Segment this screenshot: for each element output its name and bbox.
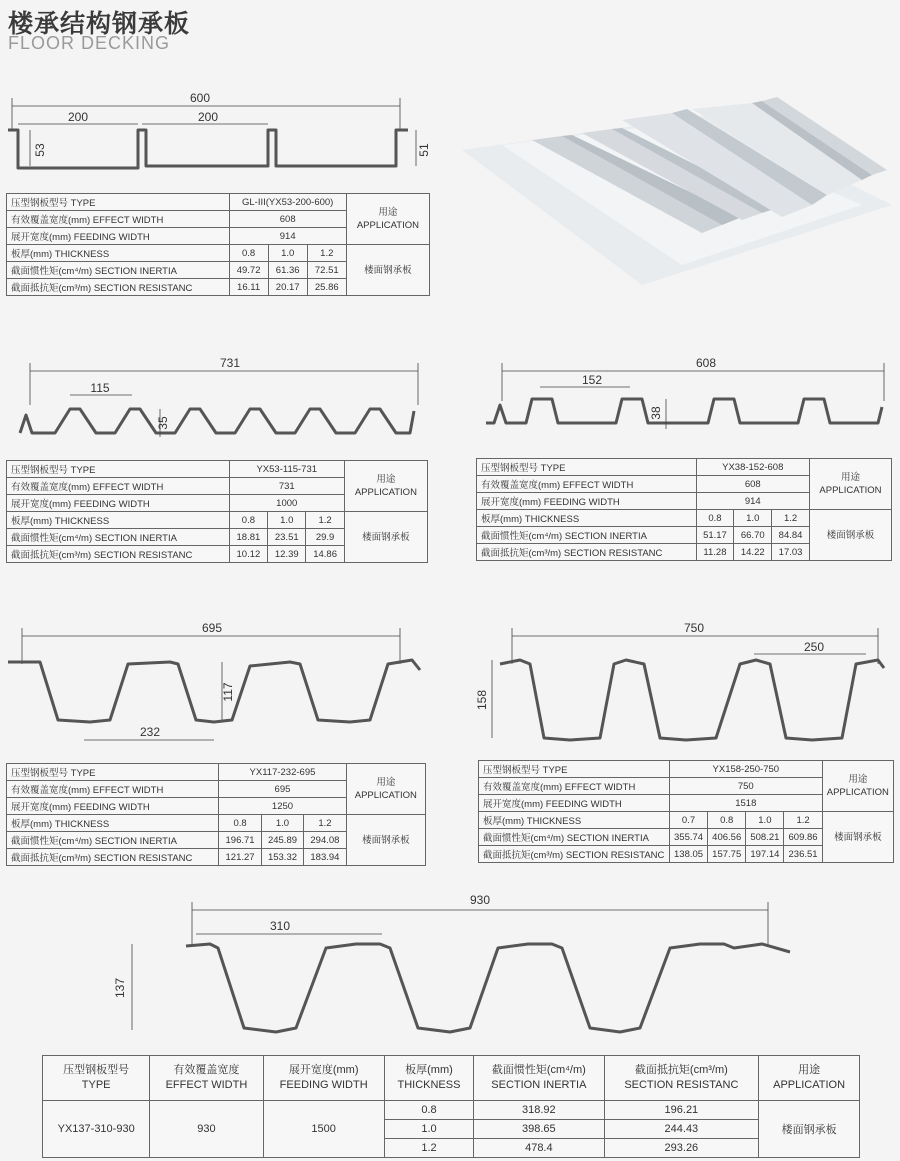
table-cell: 236.51 (784, 846, 822, 863)
application-header: 用途 APPLICATION (346, 194, 429, 245)
table-cell: 14.22 (734, 544, 772, 561)
table-cell: 0.8 (708, 812, 746, 829)
table-cell: 196.71 (219, 832, 261, 849)
spec-table-yx53 (6, 460, 428, 563)
table-cell: 有效覆盖宽度 EFFECT WIDTH (150, 1056, 263, 1101)
dimension-label: 250 (803, 640, 825, 654)
table-cell: 244.43 (604, 1120, 759, 1139)
table-cell: 有效覆盖宽度(mm) EFFECT WIDTH (7, 478, 230, 495)
table-cell: 1.2 (384, 1139, 473, 1158)
dimension-label: 152 (581, 373, 603, 387)
dimension-label: 731 (219, 356, 241, 370)
profile-drawing-yx137 (100, 890, 820, 1040)
table-cell: 有效覆盖宽度(mm) EFFECT WIDTH (479, 778, 670, 795)
table-cell: 25.86 (307, 279, 346, 296)
table-cell: 截面抵抗矩(cm³/m) SECTION RESISTANC (7, 849, 219, 866)
table-cell: 1.0 (384, 1120, 473, 1139)
table-cell: 355.74 (669, 829, 707, 846)
table-cell: 608 (229, 211, 346, 228)
table-cell: YX158-250-750 (669, 761, 822, 778)
table-cell: 478.4 (474, 1139, 604, 1158)
dimension-label: 117 (221, 682, 235, 702)
table-cell: 17.03 (772, 544, 810, 561)
table-cell: 0.8 (384, 1101, 473, 1120)
table-cell: YX38-152-608 (696, 459, 809, 476)
table-cell: 508.21 (746, 829, 784, 846)
table-cell: 截面抵抗矩(cm³/m) SECTION RESISTANC (477, 544, 697, 561)
table-cell: 138.05 (669, 846, 707, 863)
table-cell: 截面惯性矩(cm⁴/m) SECTION INERTIA (7, 529, 230, 546)
table-cell: 1.0 (268, 245, 307, 262)
table-cell: 608 (696, 476, 809, 493)
table-cell: 1.2 (307, 245, 346, 262)
table-cell: 楼面钢承板 (346, 815, 425, 866)
table-cell: 用途 APPLICATION (809, 459, 891, 510)
dimension-label: 115 (90, 381, 110, 395)
table-cell: 展开宽度(mm) FEEDING WIDTH (263, 1056, 384, 1101)
table-cell: 1.2 (772, 510, 810, 527)
dim-pitch-a: 200 (67, 110, 89, 124)
table-cell: 截面抵抗矩(cm³/m) SECTION RESISTANC (604, 1056, 759, 1101)
table-cell: 398.65 (474, 1120, 604, 1139)
table-cell: 1518 (669, 795, 822, 812)
table-cell: 914 (696, 493, 809, 510)
table-cell: 压型钢板型号 TYPE (477, 459, 697, 476)
table-cell: 245.89 (261, 832, 303, 849)
table-cell: 板厚(mm) THICKNESS (384, 1056, 473, 1101)
table-cell: 截面抵抗矩(cm³/m) SECTION RESISTANC (7, 546, 230, 563)
spec-table-yx137 (42, 1055, 860, 1158)
spec-table-yx38 (476, 458, 892, 561)
dim-height-left: 53 (33, 143, 47, 157)
table-cell: 1.0 (268, 512, 306, 529)
table-cell: 20.17 (268, 279, 307, 296)
table-cell: 0.7 (669, 812, 707, 829)
table-cell: 695 (219, 781, 346, 798)
table-cell: 1.0 (746, 812, 784, 829)
table-cell: 23.51 (268, 529, 306, 546)
table-cell: 截面抵抗矩(cm³/m) SECTION RESISTANC (479, 846, 670, 863)
table-cell: 展开宽度(mm) FEEDING WIDTH (7, 228, 230, 245)
dim-height-right: 51 (417, 143, 431, 157)
dimension-label: 35 (156, 416, 170, 430)
table-cell: 61.36 (268, 262, 307, 279)
dim-total: 600 (189, 91, 211, 105)
table-cell: 0.8 (229, 512, 267, 529)
table-cell: 1.2 (304, 815, 346, 832)
table-cell: 196.21 (604, 1101, 759, 1120)
table-cell: 49.72 (229, 262, 268, 279)
table-cell: 51.17 (696, 527, 734, 544)
table-cell: 1.0 (261, 815, 303, 832)
profile-drawing-yx117 (0, 620, 440, 750)
table-cell: 930 (150, 1101, 263, 1158)
table-cell: 1250 (219, 798, 346, 815)
table-cell: 1.2 (784, 812, 822, 829)
table-cell: 157.75 (708, 846, 746, 863)
table-cell: 楼面钢承板 (344, 512, 427, 563)
profile-drawing-yx158 (470, 620, 900, 750)
table-cell: 有效覆盖宽度(mm) EFFECT WIDTH (477, 476, 697, 493)
table-cell: 183.94 (304, 849, 346, 866)
table-cell: 截面惯性矩(cm⁴/m) SECTION INERTIA (477, 527, 697, 544)
table-cell: 14.86 (306, 546, 344, 563)
spec-table-gl3 (6, 193, 430, 296)
table-cell: 16.11 (229, 279, 268, 296)
dimension-label: 930 (469, 893, 491, 907)
table-cell: 压型钢板型号 TYPE (7, 461, 230, 478)
table-cell: 有效覆盖宽度(mm) EFFECT WIDTH (7, 211, 230, 228)
table-cell: 294.08 (304, 832, 346, 849)
dimension-label: 608 (695, 356, 717, 370)
profile-drawing-yx53 (0, 355, 440, 445)
table-cell: 展开宽度(mm) FEEDING WIDTH (479, 795, 670, 812)
dimension-label: 137 (113, 977, 127, 999)
table-cell: YX117-232-695 (219, 764, 346, 781)
dimension-label: 310 (269, 919, 291, 933)
table-cell: 10.12 (229, 546, 267, 563)
table-cell: 1000 (229, 495, 344, 512)
table-cell: 压型钢板型号 TYPE (43, 1056, 150, 1101)
dimension-label: 695 (201, 621, 223, 635)
application-value: 楼面钢承板 (346, 245, 429, 296)
table-cell: 展开宽度(mm) FEEDING WIDTH (7, 495, 230, 512)
table-cell: 板厚(mm) THICKNESS (7, 245, 230, 262)
table-cell: 197.14 (746, 846, 784, 863)
table-cell: 压型钢板型号 TYPE (479, 761, 670, 778)
table-cell: 楼面钢承板 (809, 510, 891, 561)
profile-drawing-yx38 (470, 355, 900, 445)
dimension-label: 38 (649, 406, 663, 420)
table-cell: 66.70 (734, 527, 772, 544)
table-cell: 有效覆盖宽度(mm) EFFECT WIDTH (7, 781, 219, 798)
table-cell: 截面惯性矩(cm⁴/m) SECTION INERTIA (7, 262, 230, 279)
table-cell: 11.28 (696, 544, 734, 561)
page-subtitle: FLOOR DECKING (8, 33, 171, 53)
table-cell: 楼面钢承板 (759, 1101, 860, 1158)
dimension-label: 750 (683, 621, 705, 635)
table-cell: 板厚(mm) THICKNESS (477, 510, 697, 527)
table-cell: 914 (229, 228, 346, 245)
dimension-label: 158 (475, 689, 489, 711)
table-cell: 截面抵抗矩(cm³/m) SECTION RESISTANC (7, 279, 230, 296)
table-cell: 展开宽度(mm) FEEDING WIDTH (7, 798, 219, 815)
table-cell: 压型钢板型号 TYPE (7, 194, 230, 211)
dimension-label: 232 (139, 725, 161, 739)
table-cell: 板厚(mm) THICKNESS (7, 512, 230, 529)
table-cell: 用途 APPLICATION (822, 761, 893, 812)
table-cell: 18.81 (229, 529, 267, 546)
dim-pitch-b: 200 (197, 110, 219, 124)
table-cell: 0.8 (696, 510, 734, 527)
table-cell: 731 (229, 478, 344, 495)
table-cell: 750 (669, 778, 822, 795)
table-cell: 1.0 (734, 510, 772, 527)
table-cell: 0.8 (229, 245, 268, 262)
table-cell: 楼面钢承板 (822, 812, 893, 863)
table-cell: 609.86 (784, 829, 822, 846)
table-cell: 压型钢板型号 TYPE (7, 764, 219, 781)
table-cell: 用途 APPLICATION (344, 461, 427, 512)
table-cell: 板厚(mm) THICKNESS (479, 812, 670, 829)
decking-product-photo (462, 95, 892, 295)
table-cell: 121.27 (219, 849, 261, 866)
table-cell: 406.56 (708, 829, 746, 846)
table-cell: 1500 (263, 1101, 384, 1158)
table-cell: 293.26 (604, 1139, 759, 1158)
table-cell: 153.32 (261, 849, 303, 866)
table-cell: 截面惯性矩(cm⁴/m) SECTION INERTIA (474, 1056, 604, 1101)
table-cell: 1.2 (306, 512, 344, 529)
table-cell: 12.39 (268, 546, 306, 563)
table-cell: 用途 APPLICATION (759, 1056, 860, 1101)
table-cell: GL-III(YX53-200-600) (229, 194, 346, 211)
table-cell: 展开宽度(mm) FEEDING WIDTH (477, 493, 697, 510)
table-cell: 板厚(mm) THICKNESS (7, 815, 219, 832)
table-cell: 29.9 (306, 529, 344, 546)
table-cell: 截面惯性矩(cm⁴/m) SECTION INERTIA (479, 829, 670, 846)
table-cell: 0.8 (219, 815, 261, 832)
table-cell: 72.51 (307, 262, 346, 279)
table-cell: 84.84 (772, 527, 810, 544)
profile-drawing-gl3 (0, 88, 440, 183)
table-cell: 截面惯性矩(cm⁴/m) SECTION INERTIA (7, 832, 219, 849)
spec-table-yx158 (478, 760, 894, 863)
spec-table-yx117 (6, 763, 426, 866)
page-title: 楼承结构钢承板 (8, 10, 191, 38)
table-cell: YX137-310-930 (43, 1101, 150, 1158)
table-cell: 318.92 (474, 1101, 604, 1120)
table-cell: 用途 APPLICATION (346, 764, 425, 815)
table-cell: YX53-115-731 (229, 461, 344, 478)
